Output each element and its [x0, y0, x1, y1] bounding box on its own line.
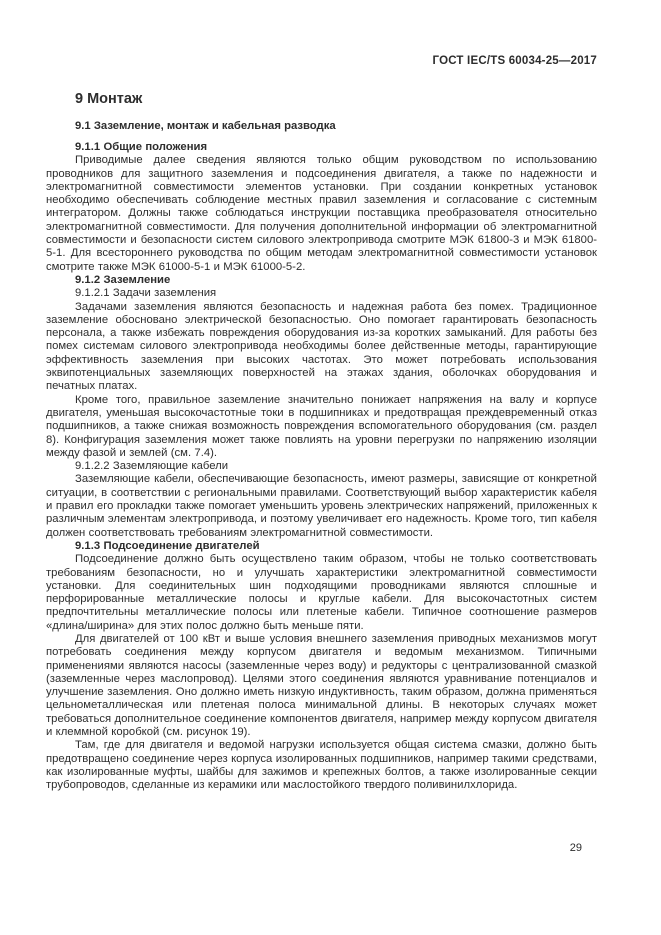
paragraph-grounding-tasks-2: Кроме того, правильное заземление значительно понижает напряжения на валу и корпусе двигателя, уменьшая высокочастотные токи в подшипниках и предотвращая преждевременный отказ подшипников, а также снижая возможность повреждения вспомогательного оборудования (см. раздел 8). Конфигурация заземления может также повлиять на уровни перегрузки по напряжению изоляции между фазой и землей (см. 7.4). [46, 393, 597, 459]
section-9-1-1-heading: 9.1.1 Общие положения [75, 141, 208, 153]
section-9-1-2-1-heading: 9.1.2.1 Задачи заземления [75, 287, 217, 300]
paragraph-general-provisions: Приводимые далее сведения являются только общим руководством по использованию проводников для защитного заземления и подсоединения двигателя, а также по надежности и электромагнитной совместимости элементов установки. При создании конкретных установок необходимо обеспечивать соблюдение местных правил заземления и согласование с системным интегратором. Должны также соблюдаться инструкции поставщика преобразователя относительно электромагнитной совместимости. Для получения дополнительной информации об электромагнитной совместимости и безопасности систем силового электропривода смотрите МЭК 61800-3 и МЭК 61800-5-1. Для всестороннего руководства по общим методам электромагнитной совместимости установок смотрите также МЭК 61000-5-1 и МЭК 61000-5-2. [46, 154, 597, 273]
paragraph-grounding-tasks-1: Задачами заземления являются безопасность и надежная работа без помех. Традиционное заземление обосновано электрической безопасностью. Оно помогает гарантировать безопасность персонала, а также избежать повреждения оборудования из-за коротких замыканий. Для работы без помех системам силового электропривода необходимы более действенные методы, гарантирующие эффективность заземления при высоких частотах. Это может потребовать использования эквипотенциальных заземляющих поверхностей на этажах здания, оболочках оборудования и печатных платах. [46, 300, 597, 393]
page-content [46, 55, 597, 793]
chapter-9-heading: 9 Монтаж [75, 91, 143, 107]
paragraph-grounding-cables: Заземляющие кабели, обеспечивающие безопасность, имеют размеры, зависящие от конкретной ситуации, в соответствии с региональными правилами. Соответствующий выбор характеристик кабеля и правил его прокладки также помогает уменьшить уровень электрических напряжений, приложенных к различным элементам электропривода, и поэтому увеличивает его надежность. Кроме того, тип кабеля должен соответствовать требованиям электромагнитной совместимости. [46, 473, 597, 539]
paragraph-motor-connection-2: Для двигателей от 100 кВт и выше условия внешнего заземления приводных механизмов могут потребовать соединения между корпусом двигателя и ведомым механизмом. Типичными применениями являются насосы (заземленные через воду) и редукторы с централизованной смазкой (заземленные через маслопровод). Целями этого соединения являются уравнивание потенциалов и улучшение заземления. Оно должно иметь низкую индуктивность, таким образом, должна применяться цельнометаллическая или плетеная полоса минимальной длины. В некоторых случаях может требоваться дополнительное соединение компонентов двигателя, например между корпусом двигателя и клеммной коробкой (см. рисунок 19). [46, 632, 597, 739]
paragraph-motor-connection-3: Там, где для двигателя и ведомой нагрузки используется общая система смазки, должно быть предотвращено соединение через корпуса изолированных подшипников, например такими средствами, как изолированные муфты, шайбы для зажимов и крепежных болтов, а также изолированные секции трубопроводов, сделанные из керамики или маслостойкого твердого поливинилхлорида. [46, 739, 597, 792]
section-9-1-2-heading: 9.1.2 Заземление [75, 273, 171, 286]
section-9-1-2-2-heading: 9.1.2.2 Заземляющие кабели [75, 460, 229, 473]
section-9-1-3-heading: 9.1.3 Подсоединение двигателей [75, 539, 260, 552]
page-header [46, 55, 597, 68]
section-9-1-heading: 9.1 Заземление, монтаж и кабельная разводка [75, 120, 336, 132]
standard-designation: ГОСТ IEC/TS 60034-25—2017 [432, 55, 597, 67]
page-number: 29 [569, 842, 582, 854]
paragraph-motor-connection-1: Подсоединение должно быть осуществлено таким образом, чтобы не только соответствовать требованиям безопасности, но и улучшать характеристики электромагнитной совместимости установки. Для соединительных шин подходящими проводниками являются сплошные и перфорированные металлические полосы и круглые кабели. Для высокочастотных систем предпочтительны металлические полосы или плетеные кабели. Типичное соотношение размеров «длина/ширина» для этих полос должно быть меньше пяти. [46, 553, 597, 632]
